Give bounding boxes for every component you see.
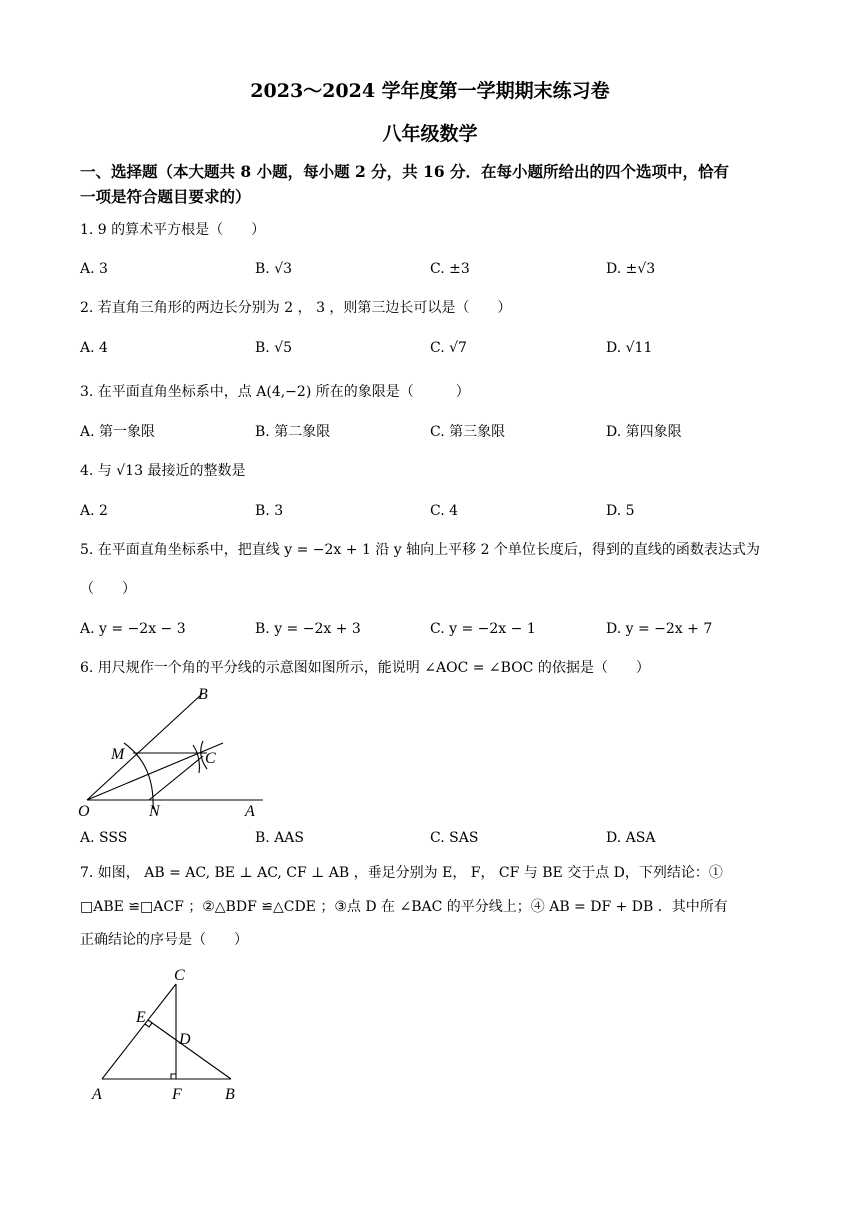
fig6-label-c: C xyxy=(205,750,216,767)
q5-option-b: B. y = −2x + 3 xyxy=(255,621,361,637)
fig6-label-b: B xyxy=(198,686,208,703)
q5-option-c: C. y = −2x − 1 xyxy=(430,621,536,637)
q4-option-a: A. 2 xyxy=(80,503,108,519)
q4-stem: 4. 与 √13 最接近的整数是 xyxy=(80,463,246,479)
q6-option-d: D. ASA xyxy=(606,830,656,846)
triangle-figure xyxy=(88,962,258,1107)
fig6-label-m: M xyxy=(111,746,125,763)
fig7-label-c: C xyxy=(174,967,185,984)
q7-stem-line3: 正确结论的序号是（ ） xyxy=(80,932,248,948)
q7-stem-line1: 7. 如图， AB = AC, BE ⊥ AC, CF ⊥ AB ，垂足分别为 E， F， CF 与 BE 交于点 D，下列结论：① xyxy=(80,865,723,881)
fig7-label-d: D xyxy=(179,1031,191,1048)
q2-stem: 2. 若直角三角形的两边长分别为 2 ， 3 ，则第三边长可以是（ ） xyxy=(80,300,512,316)
q6-option-a: A. SSS xyxy=(80,830,128,846)
q3-option-a: A. 第一象限 xyxy=(80,424,156,440)
fig6-label-n: N xyxy=(149,803,160,820)
q3-stem: 3. 在平面直角坐标系中，点 A(4,−2) 所在的象限是（ ） xyxy=(80,384,470,400)
q4-option-d: D. 5 xyxy=(606,503,635,519)
page-title: 2023～2024 学年度第一学期期末练习卷 xyxy=(250,80,610,102)
q4-option-c: C. 4 xyxy=(430,503,459,519)
q2-option-a: A. 4 xyxy=(80,340,108,356)
q3-option-b: B. 第二象限 xyxy=(255,424,331,440)
q6-option-b: B. AAS xyxy=(255,830,304,846)
fig7-label-b: B xyxy=(225,1086,235,1103)
q5-option-d: D. y = −2x + 7 xyxy=(606,621,713,637)
fig7-label-e: E xyxy=(136,1009,146,1026)
q3-option-c: C. 第三象限 xyxy=(430,424,506,440)
fig6-label-o: O xyxy=(78,803,90,820)
q1-option-c: C. ±3 xyxy=(430,261,470,277)
fig7-label-f: F xyxy=(172,1086,182,1103)
q5-option-a: A. y = −2x − 3 xyxy=(80,621,186,637)
angle-bisector-figure xyxy=(75,683,275,843)
q2-option-b: B. √5 xyxy=(255,340,293,356)
q4-option-b: B. 3 xyxy=(255,503,284,519)
q2-option-d: D. √11 xyxy=(606,340,653,356)
q5-stem-line2: （ ） xyxy=(80,581,136,597)
q5-stem-line1: 5. 在平面直角坐标系中，把直线 y = −2x + 1 沿 y 轴向上平移 2 个单位长度后，得到的直线的函数表达式为 xyxy=(80,542,760,558)
q1-stem: 1. 9 的算术平方根是（ ） xyxy=(80,222,266,238)
page-subtitle: 八年级数学 xyxy=(382,123,478,145)
q6-option-c: C. SAS xyxy=(430,830,479,846)
q1-option-d: D. ±√3 xyxy=(606,261,656,277)
q2-option-c: C. √7 xyxy=(430,340,467,356)
section-heading-line1: 一、选择题（本大题共 8 小题，每小题 2 分，共 16 分．在每小题所给出的四个选项中，恰有 xyxy=(80,162,730,181)
q3-option-d: D. 第四象限 xyxy=(606,424,682,440)
q6-stem: 6. 用尺规作一个角的平分线的示意图如图所示，能说明 ∠AOC = ∠BOC 的依据是（ ） xyxy=(80,660,650,676)
q1-option-a: A. 3 xyxy=(80,261,108,277)
q1-option-b: B. √3 xyxy=(255,261,293,277)
fig7-label-a: A xyxy=(92,1086,102,1103)
fig6-label-a: A xyxy=(245,803,255,820)
q7-stem-line2: □ABE ≌□ACF ；②△BDF ≌△CDE ；③点 D 在 ∠BAC 的平分线上；④ AB = DF + DB ．其中所有 xyxy=(80,899,728,915)
section-heading-line2: 一项是符合题目要求的） xyxy=(80,187,251,206)
